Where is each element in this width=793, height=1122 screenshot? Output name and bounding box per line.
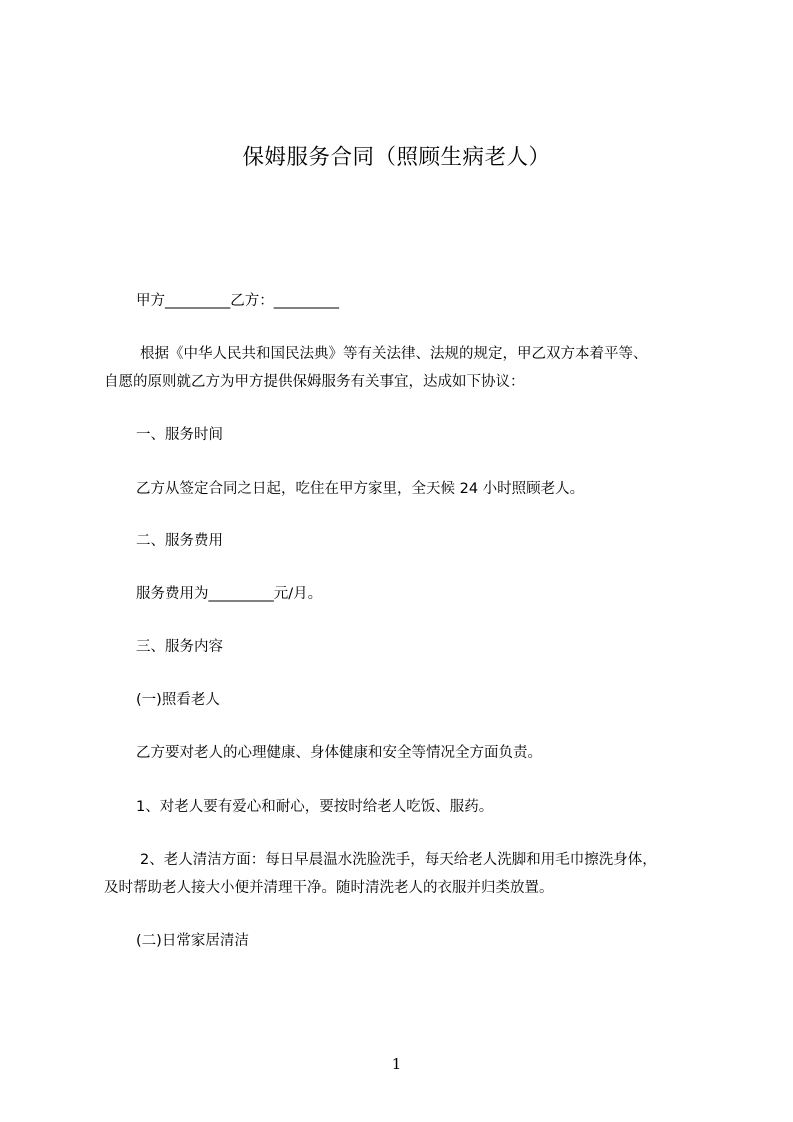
intro-paragraph-line-2: 自愿的原则就乙方为甲方提供保姆服务有关事宜，达成如下协议： <box>104 374 525 390</box>
document-title: 保姆服务合同（照顾生病老人） <box>242 145 551 170</box>
section-2-heading: 二、服务费用 <box>136 533 223 549</box>
subsection-1-heading: (一)照看老人 <box>136 692 220 708</box>
list-item-2-line-1: 2、老人清洁方面：每日早晨温水洗脸洗手，每天给老人洗脚和用毛巾擦洗身体， <box>140 852 657 868</box>
list-item-2-line-2: 及时帮助老人接大小便并清理干净。随时清洗老人的衣服并归类放置。 <box>104 880 554 896</box>
parties-line: 甲方_________乙方：_________ <box>136 293 339 309</box>
list-item-1: 1、对老人要有爱心和耐心，要按时给老人吃饭、服药。 <box>136 799 494 815</box>
section-1-heading: 一、服务时间 <box>136 427 223 443</box>
section-1-text: 乙方从签定合同之日起，吃住在甲方家里，全天候 24 小时照顾老人。 <box>136 481 585 497</box>
subsection-2-heading: (二)日常家居清洁 <box>136 933 249 949</box>
page-number: 1 <box>391 1055 402 1073</box>
subsection-1-text: 乙方要对老人的心理健康、身体健康和安全等情况全方面负责。 <box>136 745 542 761</box>
section-2-text: 服务费用为_________元/月。 <box>136 586 323 602</box>
section-3-heading: 三、服务内容 <box>136 639 223 655</box>
intro-paragraph-line-1: 根据《中华人民共和国民法典》等有关法律、法规的规定，甲乙双方本着平等、 <box>140 346 648 362</box>
